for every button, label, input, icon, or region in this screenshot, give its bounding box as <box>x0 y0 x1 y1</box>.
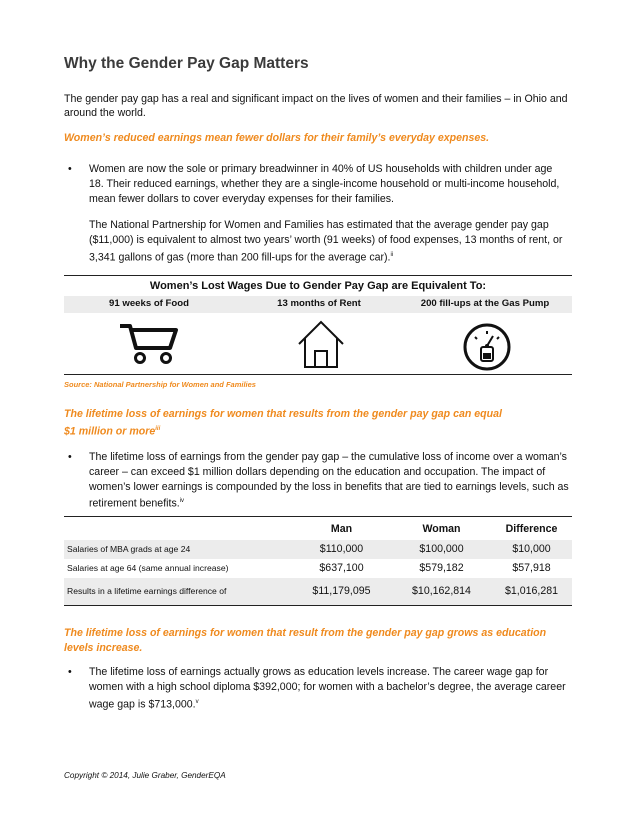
cell-difference: $10,000 <box>512 543 551 555</box>
house-icon <box>296 318 346 370</box>
cell-man: $110,000 <box>319 543 364 555</box>
header-woman: Woman <box>422 523 461 535</box>
intro-paragraph: The gender pay gap has a real and significant impact on the lives of women and their families – in Ohio and around the world. <box>64 93 568 120</box>
cell-man: $11,179,095 <box>312 585 371 597</box>
row-label: Results in a lifetime earnings difference of <box>67 586 227 596</box>
row-label: Salaries at age 64 (same annual increase) <box>67 563 229 573</box>
cell-woman: $100,000 <box>419 543 464 555</box>
earnings-table-top-rule <box>64 516 572 517</box>
fuel-gauge-icon <box>462 320 512 372</box>
section2-heading-line2: $1 million or more <box>64 425 156 438</box>
table-top-rule <box>64 275 572 276</box>
footer-copyright: Copyright © 2014, Julie Graber, GenderEQA <box>64 771 226 780</box>
table-source: Source: National Partnership for Women and Families <box>64 380 256 389</box>
earnings-table-header <box>64 520 572 540</box>
footnote-ref: ii <box>390 251 394 258</box>
header-man: Man <box>330 523 353 535</box>
row-label: Salaries of MBA grads at age 24 <box>67 544 191 554</box>
table-row <box>64 578 572 605</box>
section3-bullet-text: The lifetime loss of earnings actually grows as education levels increase. The career wage gap for women with a high school diploma $392,000; for women with a bachelor’s degree, the average career wage gap is $713,000. <box>89 666 566 711</box>
cell-man: $637,100 <box>319 562 364 574</box>
section2-bullet-text: The lifetime loss of earnings from the gender pay gap – the cumulative loss of income over a woman’s career – can exceed $1 million dollars depending on the education and occupation. The impact of women’s lower earnings is compounded by the loss in benefits that are tied to earnings levels, such as retirement benefits. <box>89 451 569 510</box>
footnote-ref: iii <box>155 425 161 432</box>
cell-difference: $57,918 <box>512 562 551 574</box>
section1-paragraph-text: The National Partnership for Women and Families has estimated that the average gender pay gap ($11,000) is equivalent to almost two years’ worth (91 weeks) of food expenses, 13 months of rent, or 3,341 gallons of gas (more than 200 fill-ups for the average car). <box>89 219 563 264</box>
equivalents-title: Women’s Lost Wages Due to Gender Pay Gap are Equivalent To: <box>149 280 487 292</box>
section3-heading: The lifetime loss of earnings for women that result from the gender pay gap grows as education levels increase. <box>64 627 547 654</box>
equivalents-col-gas: 200 fill-ups at the Gas Pump <box>420 298 550 309</box>
shopping-cart-icon <box>118 322 180 366</box>
footnote-ref: v <box>195 698 199 705</box>
section2-heading-line1: The lifetime loss of earnings for women that results from the gender pay gap can equal <box>64 408 502 420</box>
section1-heading: Women’s reduced earnings mean fewer dollars for their family’s everyday expenses. <box>64 132 490 144</box>
section2-heading <box>64 407 572 439</box>
bullet-marker: • <box>68 451 72 463</box>
table-row <box>64 559 572 578</box>
earnings-table-bottom-rule <box>64 605 572 606</box>
cell-woman: $10,162,814 <box>412 585 471 597</box>
bullet-marker: • <box>68 163 72 175</box>
footnote-ref: iv <box>179 498 185 505</box>
bullet-marker: • <box>68 666 72 678</box>
cell-woman: $579,182 <box>419 562 464 574</box>
page-title: Why the Gender Pay Gap Matters <box>64 55 309 72</box>
section1-bullet-text: Women are now the sole or primary breadwinner in 40% of US households with children under age 18. Their reduced earnings, whether they are a single-income household or multi-income household, mean fewer dollars to cover everyday expenses for their families. <box>89 163 560 205</box>
table-row <box>64 540 572 559</box>
table-bottom-rule <box>64 374 572 375</box>
cell-difference: $1,016,281 <box>504 585 559 597</box>
equivalents-col-rent: 13 months of Rent <box>277 298 361 309</box>
equivalents-col-food: 91 weeks of Food <box>109 298 189 309</box>
header-difference: Difference <box>505 523 558 535</box>
